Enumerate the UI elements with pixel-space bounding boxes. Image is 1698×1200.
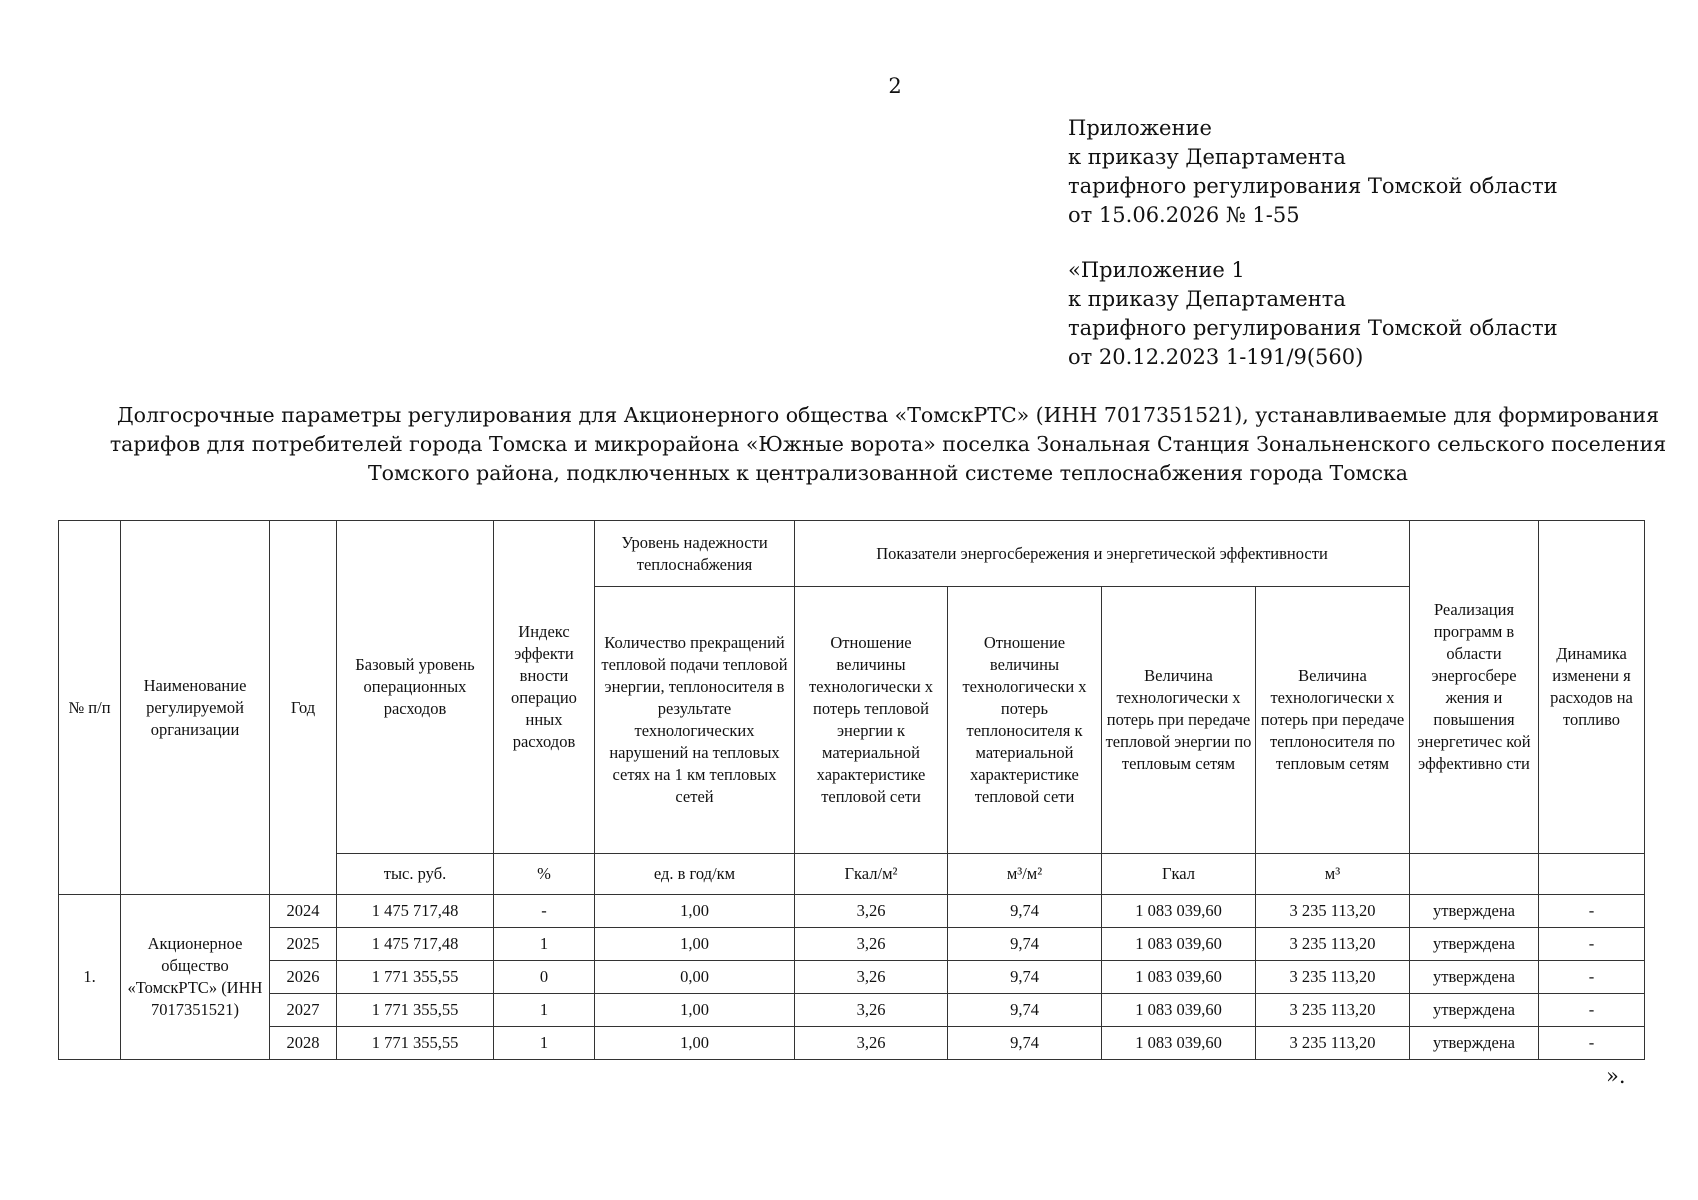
cell-reliability-count: 0,00 (595, 961, 795, 994)
cell-base-level: 1 771 355,55 (337, 1027, 494, 1060)
unit-reliability-count: ед. в год/км (595, 854, 795, 895)
cell-heat-loss-ratio: 3,26 (795, 961, 948, 994)
cell-year: 2024 (270, 895, 337, 928)
appendix-line: к приказу Департамента (1068, 145, 1346, 169)
unit-fuel-dynamics (1539, 854, 1645, 895)
appendix-1-header (1068, 256, 1558, 372)
table-row (59, 895, 1645, 928)
cell-base-level: 1 475 717,48 (337, 928, 494, 961)
cell-heat-loss: 1 083 039,60 (1102, 1027, 1256, 1060)
org-number: 1. (59, 895, 121, 1060)
cell-reliability-count: 1,00 (595, 994, 795, 1027)
header-reliability-group: Уровень надежности теплоснабжения (595, 521, 795, 587)
header-year: Год (270, 521, 337, 895)
closing-quote: ». (1606, 1064, 1626, 1088)
cell-efficiency-index: 1 (494, 1027, 595, 1060)
title-line: Долгосрочные параметры регулирования для Акционерного общества «ТомскРТС» (ИНН 7017351521), устанавливаемые для формирования (116, 403, 1660, 427)
title-line: Томского района, подключенных к централизованной системе теплоснабжения города Томска (367, 461, 1409, 485)
cell-heat-loss: 1 083 039,60 (1102, 895, 1256, 928)
header-energy-group: Показатели энергосбережения и энергетической эффективности (795, 521, 1410, 587)
cell-efficiency-index: 0 (494, 961, 595, 994)
cell-year: 2025 (270, 928, 337, 961)
appendix-1-line: к приказу Департамента (1068, 287, 1346, 311)
unit-base-level: тыс. руб. (337, 854, 494, 895)
cell-carrier-loss: 3 235 113,20 (1256, 895, 1410, 928)
cell-year: 2028 (270, 1027, 337, 1060)
header-base-level: Базовый уровень операционных расходов (337, 521, 494, 854)
header-fuel-dynamics: Динамика изменени я расходов на топливо (1539, 521, 1645, 854)
cell-heat-loss-ratio: 3,26 (795, 1027, 948, 1060)
header-efficiency-index: Индекс эффекти вности операцио нных расходов (494, 521, 595, 854)
title-line: тарифов для потребителей города Томска и микрорайона «Южные ворота» поселка Зональная Станция Зональненского сельского поселения (109, 432, 1667, 456)
document-title (60, 401, 1698, 488)
cell-fuel-dynamics: - (1539, 961, 1645, 994)
cell-carrier-loss: 3 235 113,20 (1256, 994, 1410, 1027)
cell-carrier-loss-ratio: 9,74 (948, 1027, 1102, 1060)
header-num: № п/п (59, 521, 121, 895)
cell-fuel-dynamics: - (1539, 895, 1645, 928)
cell-heat-loss-ratio: 3,26 (795, 994, 948, 1027)
cell-fuel-dynamics: - (1539, 928, 1645, 961)
appendix-1-line: «Приложение 1 (1068, 258, 1245, 282)
appendix-line: Приложение (1068, 116, 1212, 140)
cell-reliability-count: 1,00 (595, 895, 795, 928)
header-heat-loss-ratio: Отношение величины технологически х потерь тепловой энергии к материальной характеристике тепловой сети (795, 587, 948, 854)
cell-programs: утверждена (1410, 994, 1539, 1027)
cell-efficiency-index: 1 (494, 994, 595, 1027)
cell-carrier-loss: 3 235 113,20 (1256, 928, 1410, 961)
appendix-header (1068, 114, 1558, 230)
cell-year: 2026 (270, 961, 337, 994)
cell-fuel-dynamics: - (1539, 1027, 1645, 1060)
unit-programs (1410, 854, 1539, 895)
cell-reliability-count: 1,00 (595, 928, 795, 961)
unit-heat-loss: Гкал (1102, 854, 1256, 895)
appendix-1-line: от 20.12.2023 1-191/9(560) (1068, 345, 1364, 369)
cell-base-level: 1 771 355,55 (337, 961, 494, 994)
cell-programs: утверждена (1410, 961, 1539, 994)
org-name: Акционерное общество «ТомскРТС» (ИНН 7017351521) (121, 895, 270, 1060)
header-heat-loss: Величина технологически х потерь при передаче тепловой энергии по тепловым сетям (1102, 587, 1256, 854)
cell-base-level: 1 771 355,55 (337, 994, 494, 1027)
cell-programs: утверждена (1410, 895, 1539, 928)
unit-heat-loss-ratio: Гкал/м² (795, 854, 948, 895)
cell-carrier-loss: 3 235 113,20 (1256, 1027, 1410, 1060)
cell-heat-loss: 1 083 039,60 (1102, 961, 1256, 994)
unit-efficiency-index: % (494, 854, 595, 895)
unit-carrier-loss-ratio: м³/м² (948, 854, 1102, 895)
cell-heat-loss: 1 083 039,60 (1102, 928, 1256, 961)
table-row (59, 928, 1645, 961)
cell-heat-loss-ratio: 3,26 (795, 928, 948, 961)
cell-heat-loss-ratio: 3,26 (795, 895, 948, 928)
unit-carrier-loss: м³ (1256, 854, 1410, 895)
cell-base-level: 1 475 717,48 (337, 895, 494, 928)
appendix-1-line: тарифного регулирования Томской области (1068, 316, 1558, 340)
appendix-line: тарифного регулирования Томской области (1068, 174, 1558, 198)
cell-carrier-loss: 3 235 113,20 (1256, 961, 1410, 994)
header-reliability-count: Количество прекращений тепловой подачи тепловой энергии, теплоносителя в результате технологических нарушений на тепловых сетях на 1 км тепловых сетей (595, 587, 795, 854)
cell-carrier-loss-ratio: 9,74 (948, 928, 1102, 961)
cell-programs: утверждена (1410, 928, 1539, 961)
cell-heat-loss: 1 083 039,60 (1102, 994, 1256, 1027)
appendix-line: от 15.06.2026 № 1-55 (1068, 203, 1300, 227)
cell-carrier-loss-ratio: 9,74 (948, 895, 1102, 928)
header-org: Наименование регулируемой организации (121, 521, 270, 895)
page-number: 2 (888, 74, 902, 98)
table-row (59, 961, 1645, 994)
cell-efficiency-index: 1 (494, 928, 595, 961)
table-row (59, 1027, 1645, 1060)
table-row (59, 994, 1645, 1027)
cell-fuel-dynamics: - (1539, 994, 1645, 1027)
cell-programs: утверждена (1410, 1027, 1539, 1060)
header-carrier-loss-ratio: Отношение величины технологически х потерь теплоносителя к материальной характеристике тепловой сети (948, 587, 1102, 854)
cell-carrier-loss-ratio: 9,74 (948, 961, 1102, 994)
header-carrier-loss: Величина технологически х потерь при передаче теплоносителя по тепловым сетям (1256, 587, 1410, 854)
header-programs: Реализация программ в области энергосбере жения и повышения энергетичес кой эффективно сти (1410, 521, 1539, 854)
parameters-table (58, 520, 1645, 1060)
cell-year: 2027 (270, 994, 337, 1027)
cell-reliability-count: 1,00 (595, 1027, 795, 1060)
cell-efficiency-index: - (494, 895, 595, 928)
cell-carrier-loss-ratio: 9,74 (948, 994, 1102, 1027)
